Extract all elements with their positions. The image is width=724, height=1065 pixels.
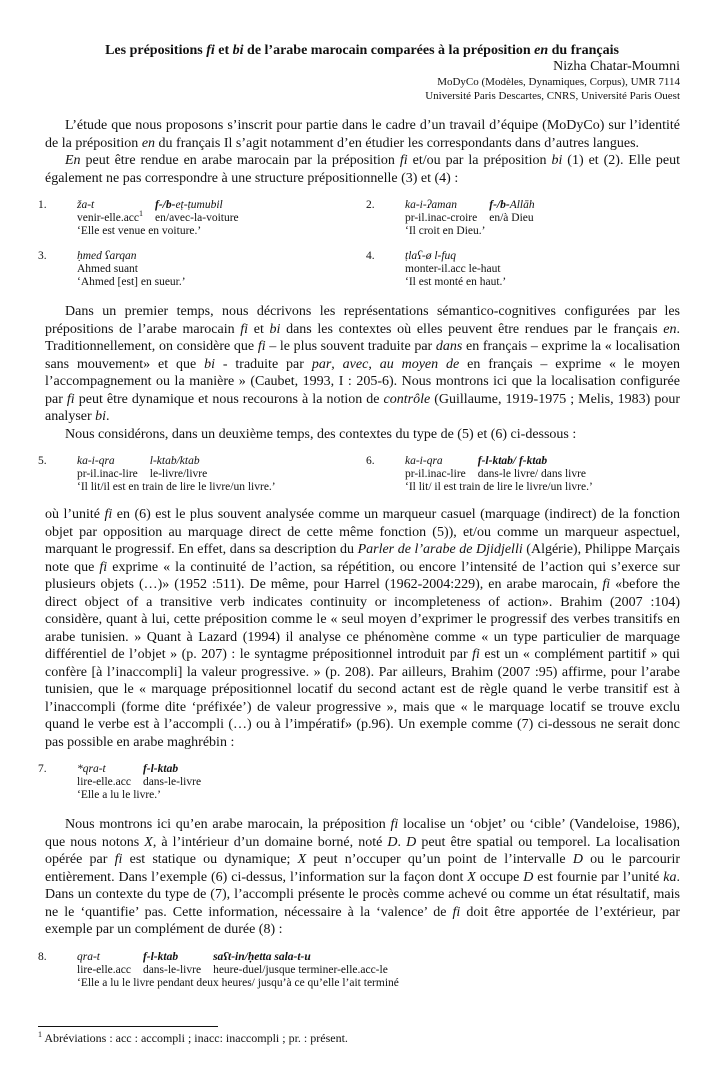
italic-text-run: bi — [204, 356, 215, 372]
arabic-word: *qra-t — [77, 763, 106, 775]
text-run: , — [331, 356, 343, 372]
text-run: est fournie par l’unité — [533, 869, 664, 885]
text-run: . — [397, 834, 407, 850]
examples-1-2 — [38, 199, 680, 238]
gloss: en/avec-la-voiture — [155, 212, 239, 224]
translation: ‘Ahmed [est] en sueur.’ — [77, 276, 186, 288]
author-name: Nizha Chatar-Moumni — [553, 59, 680, 74]
example-number: 5. — [38, 455, 47, 467]
text-run: . — [106, 409, 110, 424]
text-run: (Guillaume, 1919-1975 ; Melis, 1983) pour analyser — [45, 391, 680, 424]
text-run: et — [214, 43, 233, 58]
paragraph — [45, 426, 680, 444]
examples-3-4 — [38, 250, 680, 289]
text-run: et — [248, 321, 270, 337]
italic-text-run: en — [141, 135, 156, 151]
text-run: «before the direct object of a transitive verb indicates continuity or incompleteness of action». Brahim (2007 :104) considère, quant à lui, cette préposition comme le « seul moyen d’exprimer le progressif des verbes transitifs en arabe tunisien. » Quant à Lazard (1994) il analyse ce phénomène comme « un type particulier de marquage différentiel de l’objet » (p. 207) : le syntagme prépositionnel introduit par — [45, 577, 681, 662]
text-run: peut être rendue en arabe marocain par la préposition — [80, 153, 400, 168]
gloss: dans-le livre/ dans livre — [477, 468, 587, 480]
paragraph — [45, 117, 680, 152]
example-number: 8. — [38, 950, 47, 963]
italic-text-run: dans — [435, 339, 463, 354]
text-run: est statique ou dynamique; — [122, 852, 298, 867]
example-8 — [38, 951, 680, 990]
translation: ‘Il croit en Dieu.’ — [405, 225, 486, 237]
arabic-word: f-l-ktab — [142, 950, 179, 963]
italic-text-run: fi — [114, 852, 123, 867]
example-number: 2. — [366, 199, 375, 211]
text-run: – le plus souvent traduite par — [265, 339, 436, 354]
text-run: en français – exprime « le moyen l’accompagnement ou la manière » (Caubet, 1993, I : 205-6). Nous montrons ici que la localisation configurée par — [45, 356, 681, 407]
text-run: Les prépositions — [105, 43, 207, 58]
arabic-word: f-l-ktab — [142, 763, 179, 775]
example-number: 3. — [38, 250, 47, 262]
arabic-word: f-l-ktab/ f-ktab — [477, 455, 548, 467]
text-run: dans les contextes où elles peuvent être rendues par le français — [280, 321, 664, 337]
arabic-word: qra-t — [77, 950, 100, 963]
translation: ‘Elle est venue en voiture.’ — [77, 225, 202, 237]
example-number: 6. — [366, 455, 375, 467]
text-run: en français – exprime la « localisation sans mouvement» et que — [45, 339, 680, 372]
gloss: pr-il.inac-lire — [77, 468, 138, 480]
italic-text-run: fi — [602, 577, 611, 592]
examples-5-6 — [38, 455, 680, 494]
footnote-mark: 1 — [38, 1029, 42, 1039]
italic-text-run: D — [406, 834, 417, 850]
gloss: Ahmed suant — [77, 263, 139, 275]
arabic-word: ka-i-qra — [405, 455, 443, 467]
text-run: exprime « la continuité de l’action, sa répétition, ou encore l’intensité de l’action qui s’exerce sur plusieurs objets (…)» (1952 :511). De même, pour Harrel (1962-2004:229), en arabe marocain, — [45, 559, 680, 592]
arabic-word: ka-i-qra — [77, 455, 115, 467]
example-4 — [366, 250, 680, 289]
italic-text-run: bi — [269, 321, 281, 337]
footnote-divider — [38, 1026, 218, 1027]
translation: ‘Elle a lu le livre pendant deux heures/ jusqu’à ce qu’elle l’ait terminé — [77, 976, 399, 989]
italic-text-run: fi — [104, 507, 113, 522]
gloss: le-livre/livre — [149, 468, 208, 480]
gloss: lire-elle.acc — [77, 963, 131, 976]
italic-text-run: au moyen de — [379, 356, 460, 372]
text-run: du français Il s’agit notamment d’en étudier les correspondants dans d’autres langues. — [155, 135, 640, 151]
example-6 — [366, 455, 680, 494]
italic-text-run: contrôle — [383, 391, 431, 407]
text-run: . Traditionnellement, on considère que — [45, 321, 681, 354]
paragraph — [45, 506, 680, 751]
italic-text-run: bi — [95, 409, 107, 424]
arabic-word: ža-t — [77, 199, 95, 211]
translation: ‘Elle a lu le livre.’ — [77, 789, 161, 801]
text-run: Nous considérons, dans un deuxième temps, des contextes du type de (5) et (6) ci-dessous : — [65, 426, 577, 442]
translation: ‘Il est monté en haut.’ — [405, 276, 507, 288]
example-number: 1. — [38, 199, 47, 211]
text-run: en (6) est le plus souvent analysée comme un marqueur casuel (marquage (indirect) de la fonction objet par opposition au marquage direct de cette même fonction (5)), et/ou comme un marqueur aspectuel, marquant le progressif. En effet, dans sa description du — [45, 507, 681, 557]
footnote-ref[interactable]: 1 — [139, 209, 144, 219]
arabic-word: ka-i-ʔaman — [405, 199, 457, 211]
italic-text-run: fi — [472, 647, 480, 662]
italic-text-run: fi — [99, 559, 108, 575]
italic-text-run: D — [572, 852, 583, 867]
gloss: pr-il.inac-lire — [405, 468, 466, 480]
gloss: lire-elle.acc — [77, 776, 131, 788]
document-title — [0, 43, 724, 59]
arabic-word: ḥmed ʕarqan — [77, 250, 137, 262]
gloss: pr-il.inac-croire — [405, 212, 478, 224]
text-run: est un « complément partitif » qui confère [à l’inaccompli] la valeur progressive. » (p. 208). Par ailleurs, Brahim (2007 :95) affirme, pour l’arabe tunisien, que le « marquage prépositionnel locatif du second actant est de règle quand le verbe transitif est à l’inaccompli (forme dite ‘préfixée’) de valeur progressive », mais que « le marquage locatif se trouve exclu quand le verbe est à l’accompli (…) ou à l’impératif» (p.96). Un exemple comme (7) ci-dessous ne serait donc pas possible en arabe maghrébin : — [45, 647, 681, 750]
preposition: f-/b- — [155, 199, 176, 211]
italic-text-run: par — [311, 356, 332, 372]
text-run: peut être spatial ou temporel. La localisation opérée par — [45, 834, 681, 867]
text-run: , — [368, 356, 380, 372]
example-number: 4. — [366, 250, 375, 262]
text-run: du français — [548, 43, 619, 58]
italic-text-run: ka — [663, 869, 677, 885]
italic-text-run: bi — [232, 43, 244, 58]
gloss: en/à Dieu — [489, 212, 534, 224]
text-run: localise un ‘objet’ ou ‘cible’ (Vandeloise, 1986), que nous notons — [45, 817, 681, 850]
italic-text-run: fi — [257, 339, 266, 354]
text-run: où l’unité — [45, 507, 105, 522]
example-number: 7. — [38, 763, 47, 775]
text-run: occupe — [475, 869, 524, 885]
text-run: et/ou par la préposition — [407, 153, 552, 168]
italic-text-run: bi — [551, 153, 563, 168]
italic-text-run: fi — [390, 817, 399, 832]
italic-text-run: X — [144, 834, 153, 850]
example-7 — [38, 763, 680, 802]
gloss: heure-duel/jusque terminer-elle.acc-le — [213, 963, 388, 976]
italic-text-run: en — [534, 43, 549, 58]
example-3 — [38, 250, 352, 289]
arabic-word: ṭlaʕ-ø l-fuq — [405, 250, 457, 262]
text-run: de l’arabe marocain comparées à la préposition — [243, 43, 535, 58]
italic-text-run: Parler de l’arabe de Djidjelli — [357, 542, 523, 557]
italic-text-run: X — [467, 869, 476, 885]
text-run: (Algérie), Philippe Marçais note que — [45, 542, 680, 575]
example-5 — [38, 455, 352, 494]
italic-text-run: avec — [342, 356, 369, 372]
text-run: doit être apportée de l’extérieur, par exemple par un complément de durée (8) : — [45, 904, 680, 937]
italic-text-run: D — [523, 869, 534, 885]
text-run: , à l’intérieur d’un domaine borné, noté — [152, 834, 388, 850]
arabic-word: Allāh — [509, 199, 535, 211]
text-run: - traduite par — [214, 356, 312, 372]
text-run: Dans un premier temps, nous décrivons les représentations sémantico-cognitives configurées par les prépositions de l’arabe marocain — [45, 304, 680, 337]
example-2 — [366, 199, 680, 238]
footnote-text: Abréviations : acc : accompli ; inacc: inaccompli ; pr. : présent. — [42, 1030, 348, 1045]
italic-text-run: En — [65, 153, 81, 168]
text-run: Nous montrons ici qu’en arabe marocain, la préposition — [65, 817, 391, 832]
translation: ‘Il lit/il est en train de lire le livre/un livre.’ — [77, 481, 276, 493]
affiliation: Université Paris Descartes, CNRS, Université Paris Ouest — [425, 90, 680, 102]
text-run: peut être dynamique et nous recourons à la notion de — [74, 391, 384, 407]
gloss: monter-il.acc le-haut — [405, 263, 501, 275]
arabic-word: eṭ-ṭumubil — [175, 199, 223, 211]
italic-text-run: fi — [240, 321, 249, 337]
affiliation: MoDyCo (Modèles, Dynamiques, Corpus), UMR 7114 — [437, 76, 680, 88]
text-run: peut n’occuper qu’un point de l’intervalle — [306, 852, 573, 867]
gloss: dans-le-livre — [142, 963, 202, 976]
italic-text-run: X — [297, 852, 307, 867]
italic-text-run: en — [663, 321, 677, 337]
preposition: f-/b- — [489, 199, 510, 211]
gloss: dans-le-livre — [142, 776, 202, 788]
italic-text-run: fi — [452, 904, 461, 920]
arabic-word: saʕt-in/ḥetta sala-t-u — [213, 950, 311, 963]
text-run: (1) et (2). Elle peut également ne pas correspondre à une structure prépositionnelle (3) et (4) : — [45, 153, 681, 186]
paragraph — [45, 816, 680, 939]
translation: ‘Il lit/ il est train de lire le livre/un livre.’ — [405, 481, 593, 493]
paragraph — [45, 152, 680, 187]
text-run: L’étude que nous proposons s’inscrit pour partie dans le cadre d’un travail d’équipe (MoDyCo) sur l’identité de la préposition — [45, 118, 680, 151]
italic-text-run: fi — [66, 391, 75, 407]
footnote — [38, 1031, 680, 1045]
example-1 — [38, 199, 352, 238]
paragraph — [45, 303, 680, 426]
arabic-word: l-ktab/ktab — [149, 455, 200, 467]
gloss: venir-elle.acc — [77, 212, 140, 224]
italic-text-run: fi — [206, 43, 215, 58]
text-run: . Dans un contexte du type de (7), l’accompli présente le procès comme achevé ou comme un état résultatif, mais ne le ‘quantifie’ pas. Cette information, nécessaire à la ‘valence’ de — [45, 869, 680, 920]
italic-text-run: D — [387, 834, 398, 850]
text-run: ou le parcourir entièrement. Dans l’exemple (6) ci-dessus, l’information sur la façon dont — [45, 852, 680, 885]
italic-text-run: fi — [399, 153, 408, 168]
